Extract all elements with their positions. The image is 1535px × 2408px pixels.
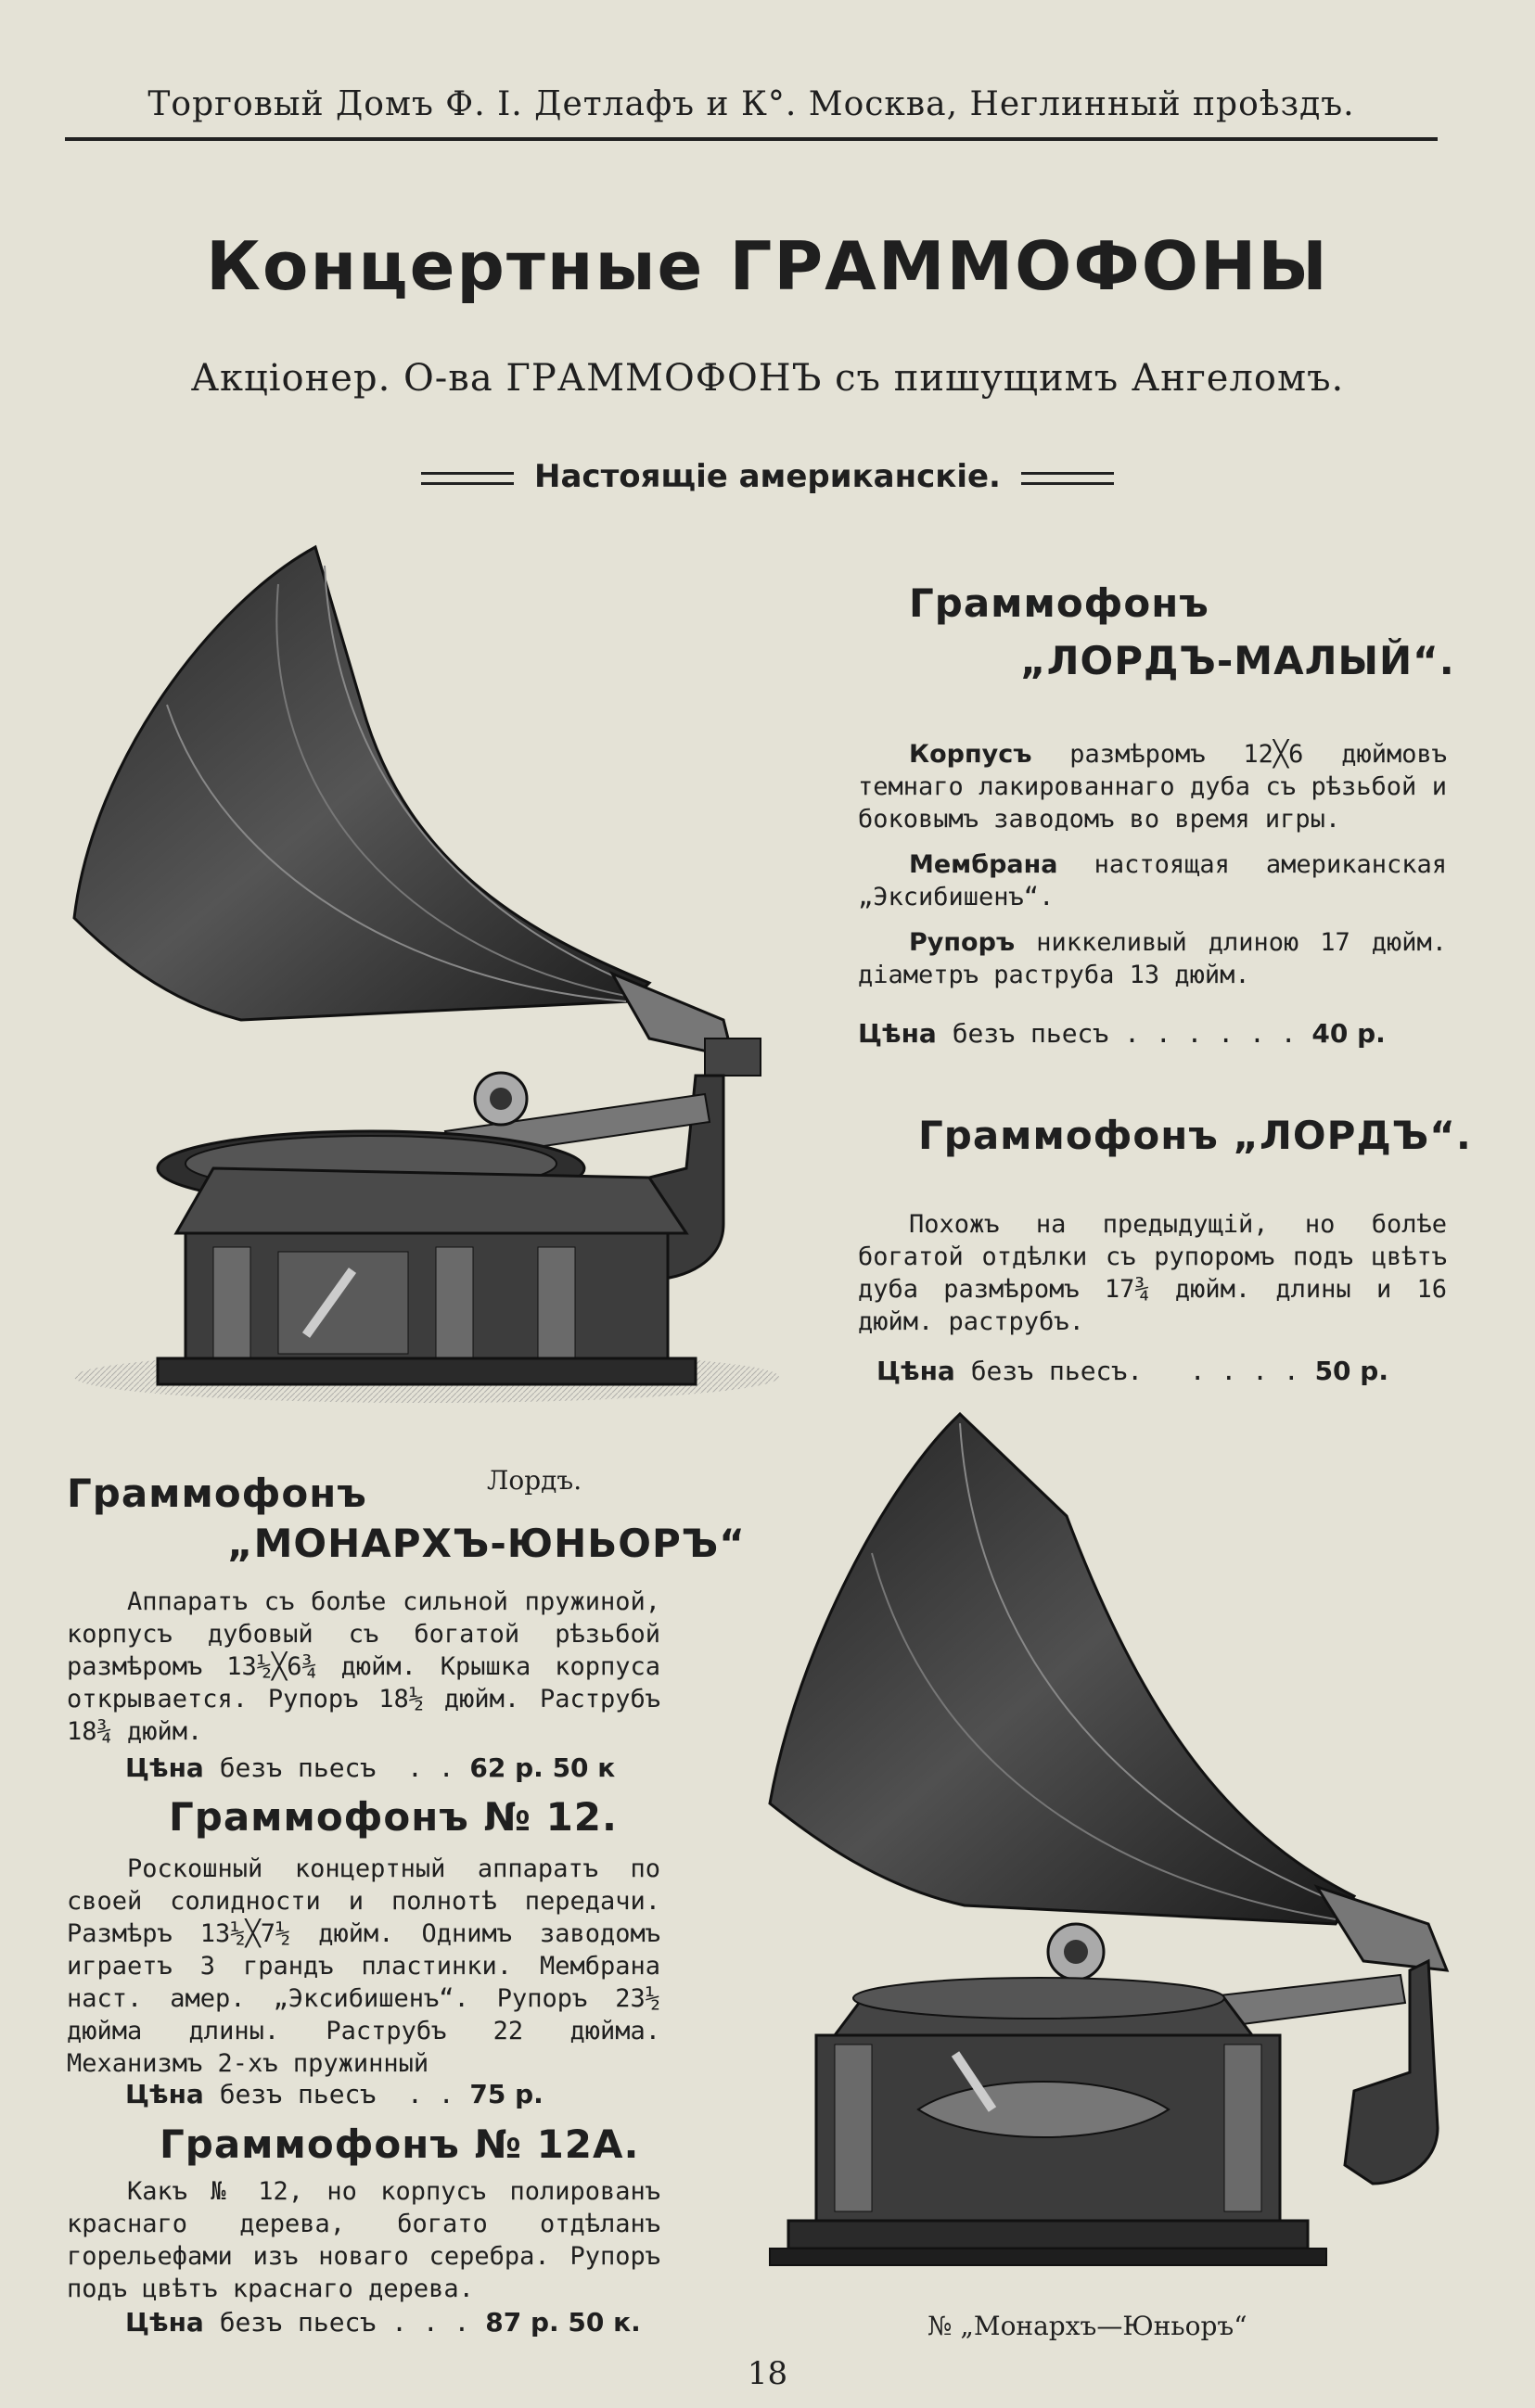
no12a-heading: Граммофонъ № 12А. — [160, 2121, 640, 2167]
no12-description: Роскошный концертный аппаратъ по своей солидности и полнотѣ передачи. Размѣръ 13½╳7½ дюйм. Однимъ заводомъ играетъ 3 грандъ пластинки. Мембрана наст. амер. „Эксибишенъ“. Рупоръ 23½ дюйма длины. Раструбъ 22 дюйма. Механизмъ 2-хъ пружинный — [67, 1854, 660, 2078]
lord-maly-heading-1: Граммофонъ — [909, 580, 1209, 626]
lord-price-text: безъ пьесъ. . . . . — [970, 1356, 1299, 1386]
no12a-description: Какъ № 12, но корпусъ полированъ краснаго дерева, богато отдѣланъ горельефами изъ новаго серебра. Рупоръ подъ цвѣтъ краснаго дерева. — [67, 2177, 660, 2303]
lord-price — [876, 1356, 1388, 1386]
monarch-junior-price-text: безъ пьесъ . . — [219, 1752, 454, 1783]
lord-maly-price-value: 40 р. — [1311, 1018, 1386, 1049]
ornament-line — [0, 458, 1535, 495]
no12a-price-label: Цѣна — [125, 2307, 204, 2338]
no12-price-label: Цѣна — [125, 2079, 204, 2109]
gramophone-monarch-junior-illustration — [761, 1405, 1465, 2286]
double-rule-left — [421, 472, 514, 485]
lord-maly-p1-label: Корпусъ — [909, 740, 1032, 769]
no12a-price-value: 87 р. 50 к. — [485, 2307, 641, 2338]
no12-price-value: 75 р. — [469, 2079, 544, 2109]
lord-maly-p3-label: Рупоръ — [909, 928, 1016, 957]
lord-maly-p2-label: Мембрана — [909, 850, 1058, 879]
monarch-junior-heading-2: „МОНАРХЪ-ЮНЬОРЪ“ — [227, 1521, 746, 1566]
lord-description: Похожъ на предыдущій, но болѣе богатой отдѣлки съ рупоромъ подъ цвѣтъ дуба размѣромъ 17¾ дюйм. длины и 16 дюйм. раструбъ. — [858, 1210, 1447, 1336]
monarch-junior-description: Аппаратъ съ болѣе сильной пружиной, корпусъ дубовый съ богатой рѣзьбой размѣромъ 13½╳6¾ дюйм. Крышка корпуса открывается. Рупоръ 18½ дюйм. Раструбъ 18¾ дюйм. — [67, 1587, 660, 1746]
double-rule-right — [1021, 472, 1114, 485]
lord-maly-price-text: безъ пьесъ . . . . . . — [952, 1018, 1297, 1049]
monarch-junior-image-caption: № „Монархъ—Юньоръ“ — [927, 2311, 1247, 2341]
lord-maly-heading-2: „ЛОРДЪ-МАЛЫЙ“. — [1020, 638, 1455, 683]
lord-heading: Граммофонъ „ЛОРДЪ“. — [918, 1113, 1472, 1158]
page-title: Концертные ГРАММОФОНЫ — [206, 227, 1329, 305]
gramophone-lord-illustration — [56, 519, 798, 1409]
header-rule — [65, 137, 1438, 141]
lord-price-label: Цѣна — [876, 1356, 955, 1386]
no12a-price — [125, 2307, 641, 2338]
page-subtitle: Акціонер. О-ва ГРАММОФОНЪ съ пишущимъ Ангеломъ. — [190, 357, 1345, 400]
monarch-junior-price — [125, 1752, 615, 1783]
page-number: 18 — [747, 2355, 788, 2392]
no12-heading: Граммофонъ № 12. — [169, 1794, 618, 1840]
lord-maly-description — [858, 738, 1447, 1004]
lord-maly-price-label: Цѣна — [858, 1018, 937, 1049]
lord-maly-p3-text: никкеливый длиною 17 дюйм. діаметръ раструба 13 дюйм. — [858, 928, 1447, 989]
lord-maly-p2-text: настоящая американская „Эксибишенъ“. — [858, 850, 1447, 911]
monarch-junior-price-value: 62 р. 50 к — [469, 1752, 616, 1783]
lord-image-caption: Лордъ. — [487, 1465, 582, 1496]
running-head: Торговый Домъ Ф. І. Детлафъ и К°. Москва, Неглинный проѣздъ. — [147, 85, 1355, 123]
lord-maly-price — [858, 1018, 1386, 1049]
lord-price-value: 50 р. — [1314, 1356, 1388, 1386]
ornament-label: Настоящіе американскіе. — [534, 458, 1001, 495]
no12-price-text: безъ пьесъ . . — [219, 2079, 454, 2109]
lord-maly-p1-text: размѣромъ 12╳6 дюймовъ темнаго лакированнаго дуба съ рѣзьбой и боковымъ заводомъ во время игры. — [858, 740, 1447, 834]
no12-price — [125, 2079, 544, 2109]
monarch-junior-price-label: Цѣна — [125, 1752, 204, 1783]
monarch-junior-heading-1: Граммофонъ — [67, 1471, 367, 1516]
no12a-price-text: безъ пьесъ . . . — [219, 2307, 470, 2338]
